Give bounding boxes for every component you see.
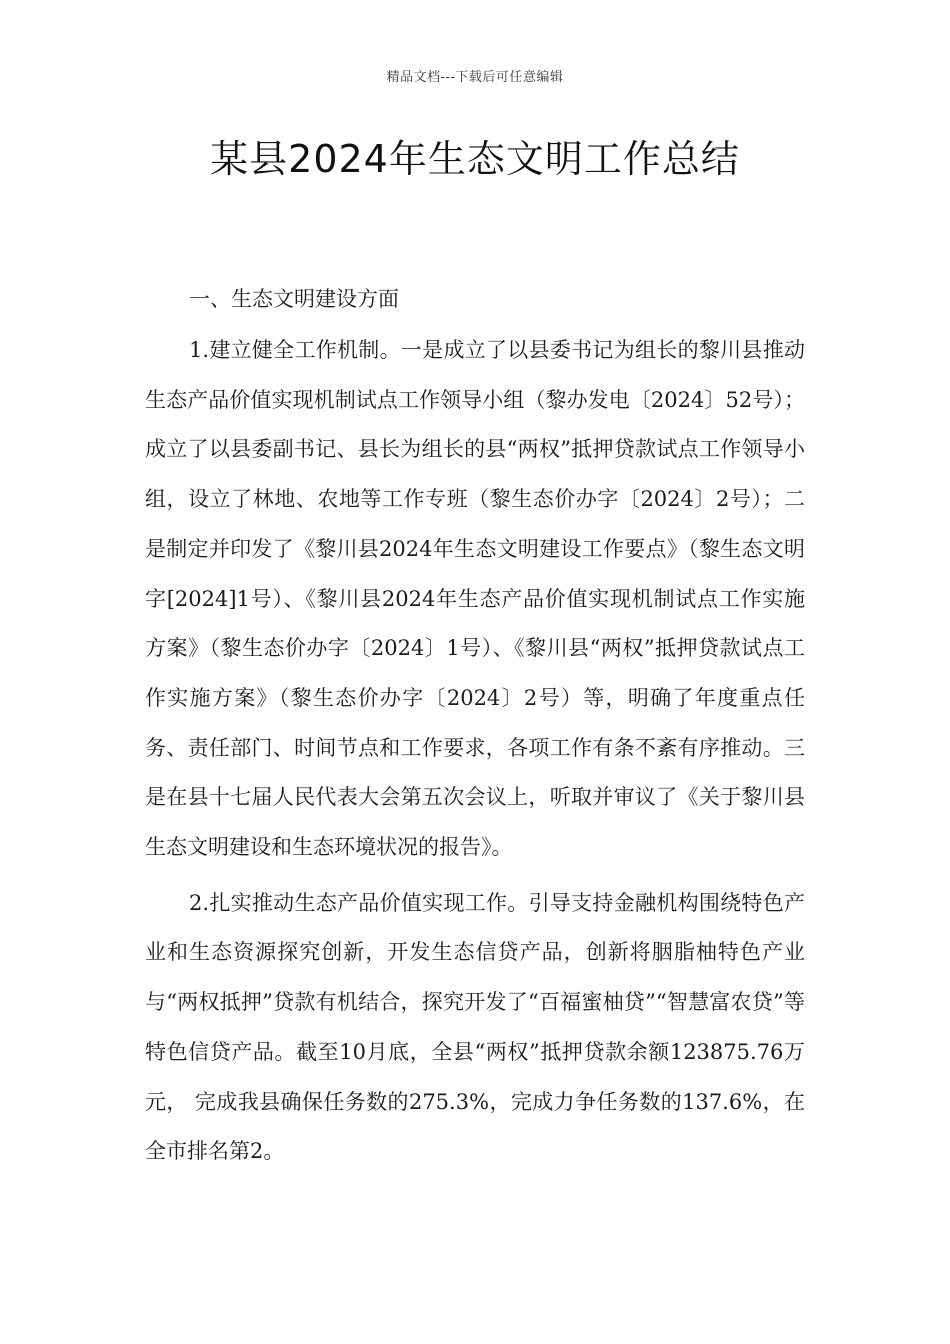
document-title: 某县2024年生态文明工作总结 (210, 137, 740, 181)
document-body (145, 280, 805, 1177)
paragraph-work-mechanism: 1.建立健全工作机制。一是成立了以县委书记为组长的黎川县推动生态产品价值实现机制试点工作领导小组（黎办发电〔2024〕52号）；成立了以县委副书记、县长为组长的县“两权”抵押贷款试点工作领导小组，设立了林地、农地等工作专班（黎生态价办字〔2024〕2号）；二是制定并印发了《黎川县2024年生态文明建设工作要点》（黎生态文明字[2024]1号）、《黎川县2024年生态产品价值实现机制试点工作实施方案》（黎生态价办字〔2024〕1号）、《黎川县“两权”抵押贷款试点工作实施方案》（黎生态价办字〔2024〕2号）等，明确了年度重点任务、责任部门、时间节点和工作要求，各项工作有条不紊有序推动。三是在县十七届人民代表大会第五次会议上，听取并审议了《关于黎川县生态文明建设和生态环境状况的报告》。 (145, 338, 805, 860)
section-heading: 一、生态文明建设方面 (189, 287, 399, 311)
paragraph-ecological-product-value: 2.扎实推动生态产品价值实现工作。引导支持金融机构围绕特色产业和生态资源探究创新，开发生态信贷产品，创新将胭脂柚特色产业与“两权抵押”贷款有机结合，探究开发了“百福蜜柚贷”“智慧富农贷”等特色信贷产品。截至10月底，全县“两权”抵押贷款余额123875.76万元， 完成我县确保任务数的275.3%，完成力争任务数的137.6%，在全市排名第2。 (145, 890, 805, 1164)
page-header-watermark: 精品文档---下载后可任意编辑 (386, 70, 564, 85)
